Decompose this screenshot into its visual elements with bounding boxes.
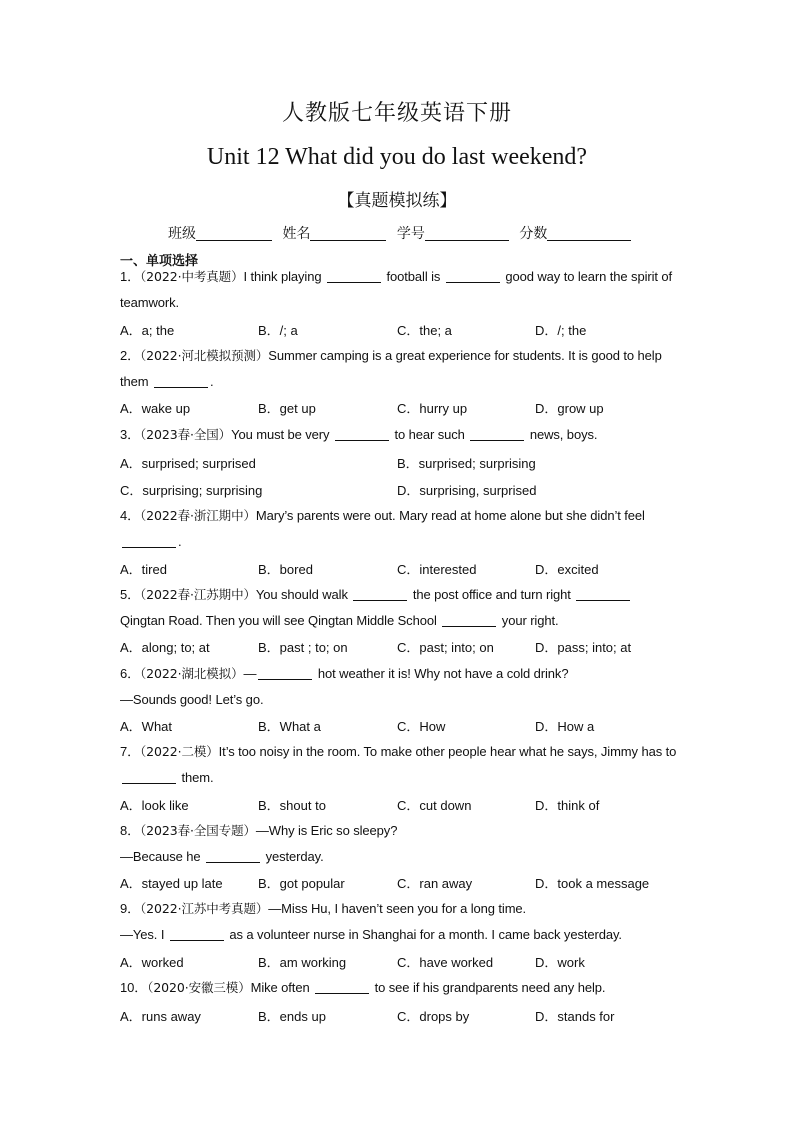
option-a[interactable]: A．What (120, 719, 173, 734)
question-text: It’s too noisy in the room. To make other people hear what he says, Jimmy has to (218, 744, 677, 759)
question-number: 3． (120, 427, 141, 442)
question-source: （2022·中考真题） (140, 269, 244, 284)
option-a[interactable]: A．wake up (120, 401, 191, 416)
number-label: 学号 (396, 226, 425, 242)
option-a[interactable]: A．look like (120, 798, 189, 813)
question-6 (120, 661, 680, 713)
answer-blank[interactable] (122, 534, 176, 548)
question-text: —Why is Eric so sleepy? (255, 823, 398, 838)
options-9 (120, 952, 720, 972)
options-3a (120, 453, 720, 473)
question-source: （2022春·江苏期中） (140, 587, 256, 602)
options-6 (120, 716, 720, 736)
answer-blank[interactable] (442, 613, 496, 627)
question-text: —Because he (120, 849, 205, 864)
answer-blank[interactable] (170, 927, 224, 941)
option-c[interactable]: C．the; a (397, 323, 452, 338)
question-text: Qingtan Road. Then you will see Qingtan Middle School (120, 613, 441, 628)
option-d[interactable]: D．stands for (535, 1009, 615, 1024)
question-text: Mike often (250, 980, 314, 995)
option-b[interactable]: B．got popular (258, 876, 345, 891)
question-number: 2． (120, 348, 141, 363)
option-d[interactable]: D．pass; into; at (535, 640, 632, 655)
option-d[interactable]: D．excited (535, 562, 599, 577)
question-8 (120, 818, 680, 870)
answer-blank[interactable] (206, 849, 260, 863)
option-d[interactable]: D．work (535, 955, 585, 970)
option-b[interactable]: B．bored (258, 562, 313, 577)
question-text: news, boys. (526, 427, 598, 442)
question-text: to see if his grandparents need any help. (371, 980, 606, 995)
question-text: hot weather it is! Why not have a cold drink? (314, 666, 569, 681)
question-number: 8． (120, 823, 141, 838)
options-7 (120, 795, 720, 815)
student-info-row (168, 223, 631, 243)
answer-blank[interactable] (446, 269, 500, 283)
question-text: yesterday. (262, 849, 324, 864)
option-b[interactable]: B．get up (258, 401, 316, 416)
question-4 (120, 503, 680, 555)
question-text: —Yes. I (120, 927, 168, 942)
options-4 (120, 559, 720, 579)
subtitle: 【真题模拟练】 (337, 191, 457, 211)
option-b[interactable]: B．surprised; surprising (397, 456, 536, 471)
question-3 (120, 422, 680, 448)
question-text: your right. (498, 613, 559, 628)
options-5 (120, 637, 720, 657)
question-source: （2022·江苏中考真题） (140, 901, 269, 916)
options-1 (120, 320, 720, 340)
answer-blank[interactable] (154, 374, 208, 388)
option-d[interactable]: D．took a message (535, 876, 650, 891)
option-c[interactable]: C．cut down (397, 798, 472, 813)
question-source: （2022·二模） (140, 744, 219, 759)
option-b[interactable]: B．am working (258, 955, 347, 970)
question-number: 7． (120, 744, 141, 759)
question-source: （2022春·浙江期中） (140, 508, 256, 523)
option-c[interactable]: C．drops by (397, 1009, 470, 1024)
option-b[interactable]: B．ends up (258, 1009, 326, 1024)
title-chinese: 人教版七年级英语下册 (281, 101, 512, 126)
options-10 (120, 1006, 720, 1026)
question-number: 5． (120, 587, 141, 602)
answer-blank[interactable] (315, 980, 369, 994)
question-text: Mary’s parents were out. Mary read at home alone but she didn’t feel (255, 508, 645, 523)
question-number: 4． (120, 508, 141, 523)
question-text: —Miss Hu, I haven’t seen you for a long time. (268, 901, 527, 916)
question-text: — (243, 666, 257, 681)
option-a[interactable]: A．a; the (120, 323, 175, 338)
question-number: 9． (120, 901, 141, 916)
options-3b (120, 480, 720, 500)
question-text: . (210, 374, 214, 389)
question-text: good way to learn the spirit of teamwork. (120, 269, 673, 310)
answer-blank[interactable] (353, 587, 407, 601)
number-field[interactable] (425, 226, 509, 241)
question-text: the post office and turn right (409, 587, 575, 602)
question-7 (120, 739, 680, 791)
question-text: football is (382, 269, 444, 284)
question-text: as a volunteer nurse in Shanghai for a month. I came back yesterday. (225, 927, 622, 942)
option-b[interactable]: B．shout to (258, 798, 326, 813)
answer-blank[interactable] (327, 269, 381, 283)
class-label: 班级 (168, 226, 196, 242)
question-text: . (178, 534, 182, 549)
score-label: 分数 (519, 226, 548, 242)
option-c[interactable]: C．ran away (397, 876, 473, 891)
question-source: （2022·河北模拟预测） (140, 348, 269, 363)
question-response: —Sounds good! Let’s go. (120, 692, 264, 707)
option-c[interactable]: C．past; into; on (397, 640, 494, 655)
option-a[interactable]: A．worked (120, 955, 184, 970)
question-text: them. (178, 770, 214, 785)
question-source: （2023春·全国专题） (140, 823, 256, 838)
question-1 (120, 264, 680, 316)
question-text: I think playing (243, 269, 325, 284)
question-text: Summer camping is a great experience for students. It is good to help them (120, 348, 662, 389)
question-number: 1． (120, 269, 141, 284)
name-field[interactable] (310, 226, 386, 241)
options-8 (120, 873, 720, 893)
question-2 (120, 343, 680, 395)
question-10 (120, 975, 680, 1001)
question-number: 6． (120, 666, 141, 681)
option-d[interactable]: D．surprising, surprised (397, 483, 537, 498)
question-source: （2022·湖北模拟） (140, 666, 244, 681)
option-d[interactable]: D．/; the (535, 323, 587, 338)
option-b[interactable]: B．/; a (258, 323, 298, 338)
question-number: 10． (120, 980, 148, 995)
option-d[interactable]: D．grow up (535, 401, 604, 416)
question-source: （2020·安徽三模） (147, 980, 251, 995)
answer-blank[interactable] (576, 587, 630, 601)
name-label: 姓名 (282, 226, 311, 242)
question-source: （2023春·全国） (140, 427, 232, 442)
class-field[interactable] (196, 226, 272, 241)
question-text: to hear such (390, 427, 469, 442)
section-title: 一、单项选择 (120, 254, 199, 269)
answer-blank[interactable] (470, 427, 524, 441)
question-text: You must be very (231, 427, 333, 442)
option-c[interactable]: C．have worked (397, 955, 494, 970)
option-a[interactable]: A．surprised; surprised (120, 456, 256, 471)
option-a[interactable]: A．runs away (120, 1009, 201, 1024)
option-c[interactable]: C．interested (397, 562, 477, 577)
question-9 (120, 896, 680, 948)
option-d[interactable]: D．How a (535, 719, 595, 734)
question-text: You should walk (255, 587, 352, 602)
option-c[interactable]: C．How (397, 719, 446, 734)
option-b[interactable]: B．What a (258, 719, 321, 734)
option-d[interactable]: D．think of (535, 798, 600, 813)
score-field[interactable] (547, 226, 631, 241)
option-a[interactable]: A．stayed up late (120, 876, 223, 891)
option-b[interactable]: B．past ; to; on (258, 640, 348, 655)
option-a[interactable]: A．tired (120, 562, 167, 577)
option-a[interactable]: A．along; to; at (120, 640, 210, 655)
option-c[interactable]: C．hurry up (397, 401, 468, 416)
answer-blank[interactable] (258, 666, 312, 680)
options-2 (120, 398, 720, 418)
option-c[interactable]: C．surprising; surprising (120, 483, 263, 498)
answer-blank[interactable] (335, 427, 389, 441)
question-5 (120, 582, 680, 634)
answer-blank[interactable] (122, 770, 176, 784)
title-english: Unit 12 What did you do last weekend? (206, 144, 588, 170)
